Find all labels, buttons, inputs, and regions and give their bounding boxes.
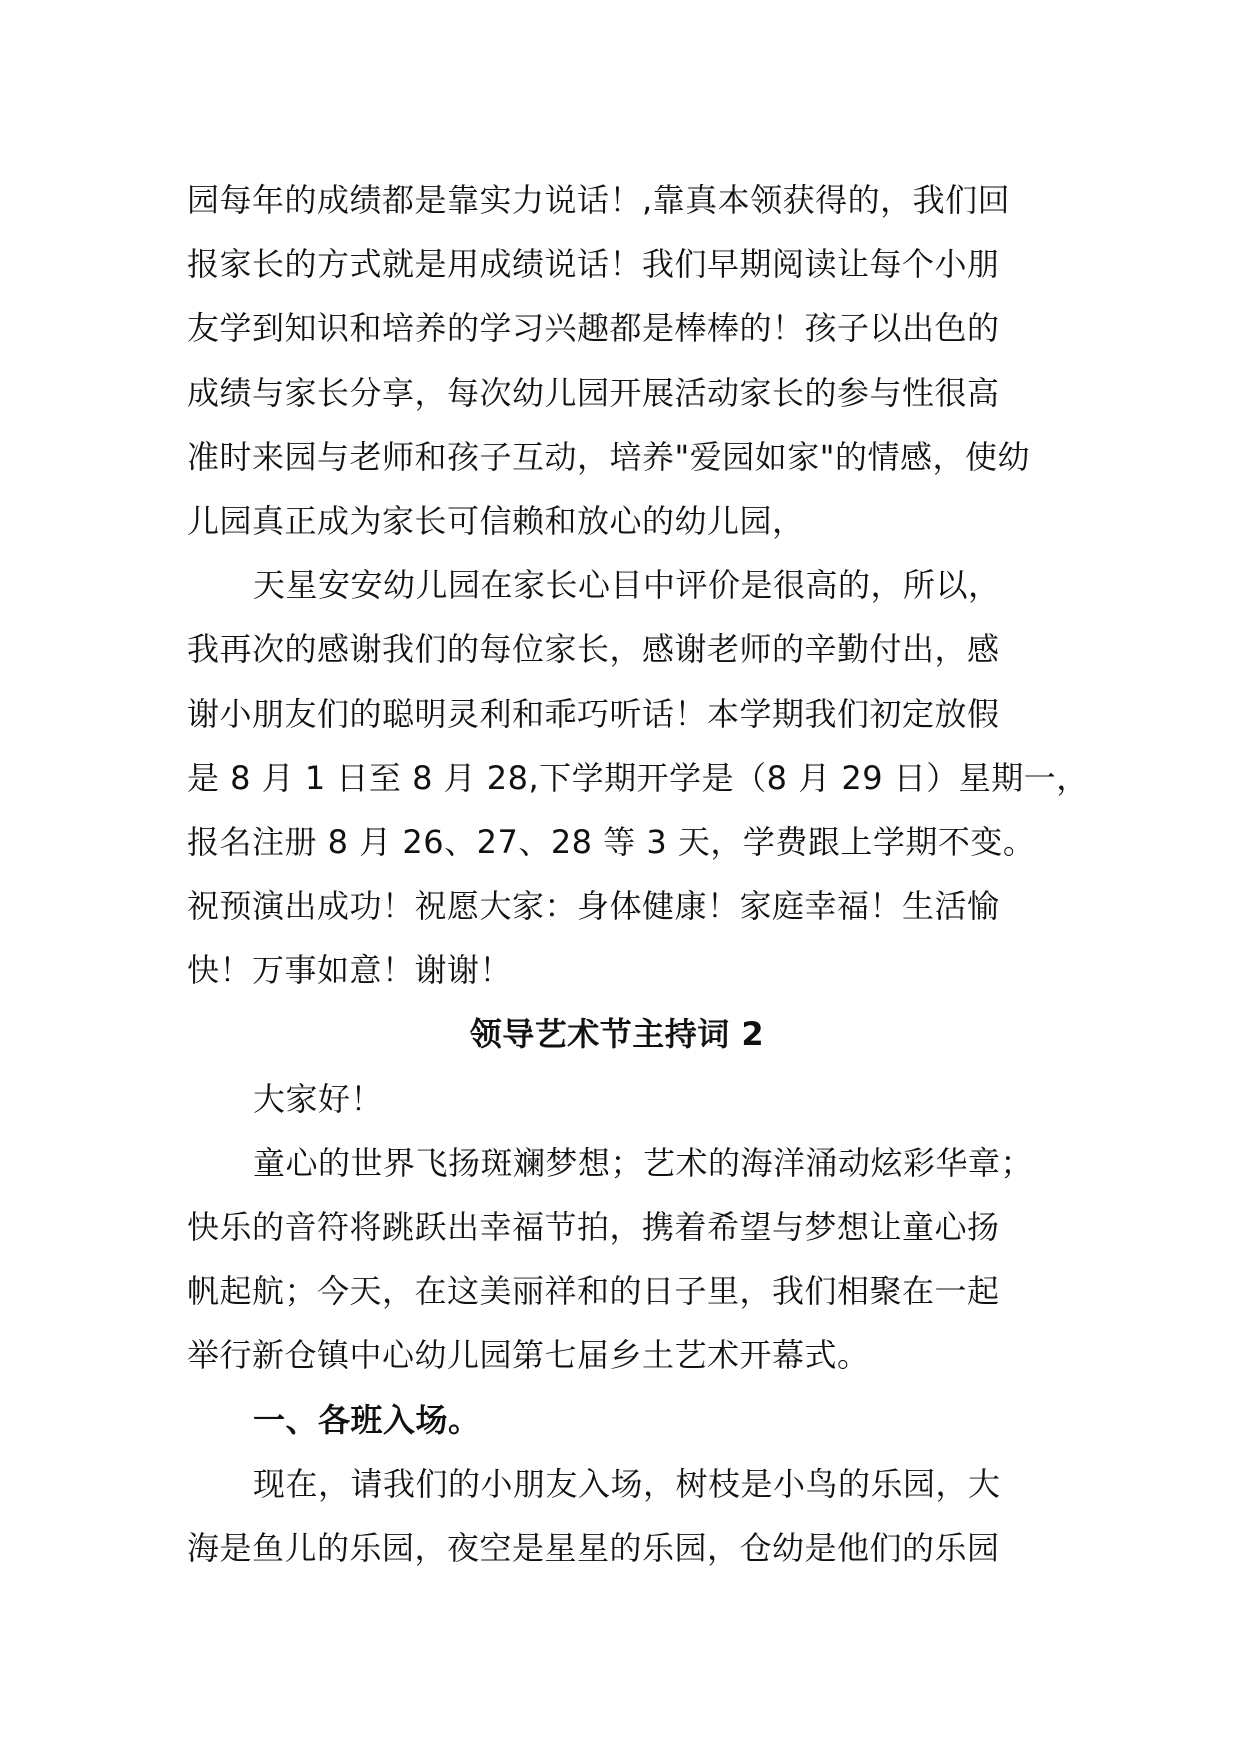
text-line: 报家长的方式就是用成绩说话！我们早期阅读让每个小朋 <box>187 245 1000 284</box>
text-line: 园每年的成绩都是靠实力说话！,靠真本领获得的，我们回 <box>187 181 1011 219</box>
text-line: 儿园真正成为家长可信赖和放心的幼儿园， <box>187 501 805 540</box>
text-line: 准时来园与老师和孩子互动，培养"爱园如家"的情感，使幼 <box>187 437 1030 476</box>
text-line: 快！万事如意！谢谢！ <box>187 951 513 990</box>
text-line: 祝预演出成功！祝愿大家：身体健康！家庭幸福！生活愉 <box>187 887 1000 926</box>
text-line: 友学到知识和培养的学习兴趣都是棒棒的！孩子以出色的 <box>187 309 1000 348</box>
paragraph-start: 童心的世界飞扬斑斓梦想；艺术的海洋涌动炫彩华章； <box>253 1143 1034 1182</box>
greeting: 大家好！ <box>253 1079 384 1118</box>
text-line: 海是鱼儿的乐园，夜空是星星的乐园，仓幼是他们的乐园 <box>187 1528 1000 1567</box>
text-line: 报名注册 8 月 26、27、28 等 3 天，学费跟上学期不变。 <box>187 822 1036 861</box>
text-line: 谢小朋友们的聪明灵利和乖巧听话！本学期我们初定放假 <box>187 694 1000 733</box>
paragraph-start: 现在，请我们的小朋友入场，树枝是小鸟的乐园，大 <box>253 1464 1001 1503</box>
text-line: 帆起航；今天，在这美丽祥和的日子里，我们相聚在一起 <box>187 1272 1000 1311</box>
text-line: 快乐的音符将跳跃出幸福节拍，携着希望与梦想让童心扬 <box>187 1208 1000 1246</box>
text-line: 成绩与家长分享，每次幼儿园开展活动家长的参与性很高 <box>187 373 1000 412</box>
text-line: 举行新仓镇中心幼儿园第七届乡土艺术开幕式。 <box>187 1336 870 1375</box>
section-title: 领导艺术节主持词 2 <box>469 1015 765 1054</box>
subheading: 一、各班入场。 <box>253 1400 481 1439</box>
text-line: 是 8 月 1 日至 8 月 28,下学期开学是（8 月 29 日）星期一， <box>187 758 1089 797</box>
document-body <box>187 168 1087 1580</box>
text-line: 我再次的感谢我们的每位家长，感谢老师的辛勤付出，感 <box>187 630 1000 669</box>
paragraph-start: 天星安安幼儿园在家长心目中评价是很高的，所以， <box>253 566 1001 605</box>
